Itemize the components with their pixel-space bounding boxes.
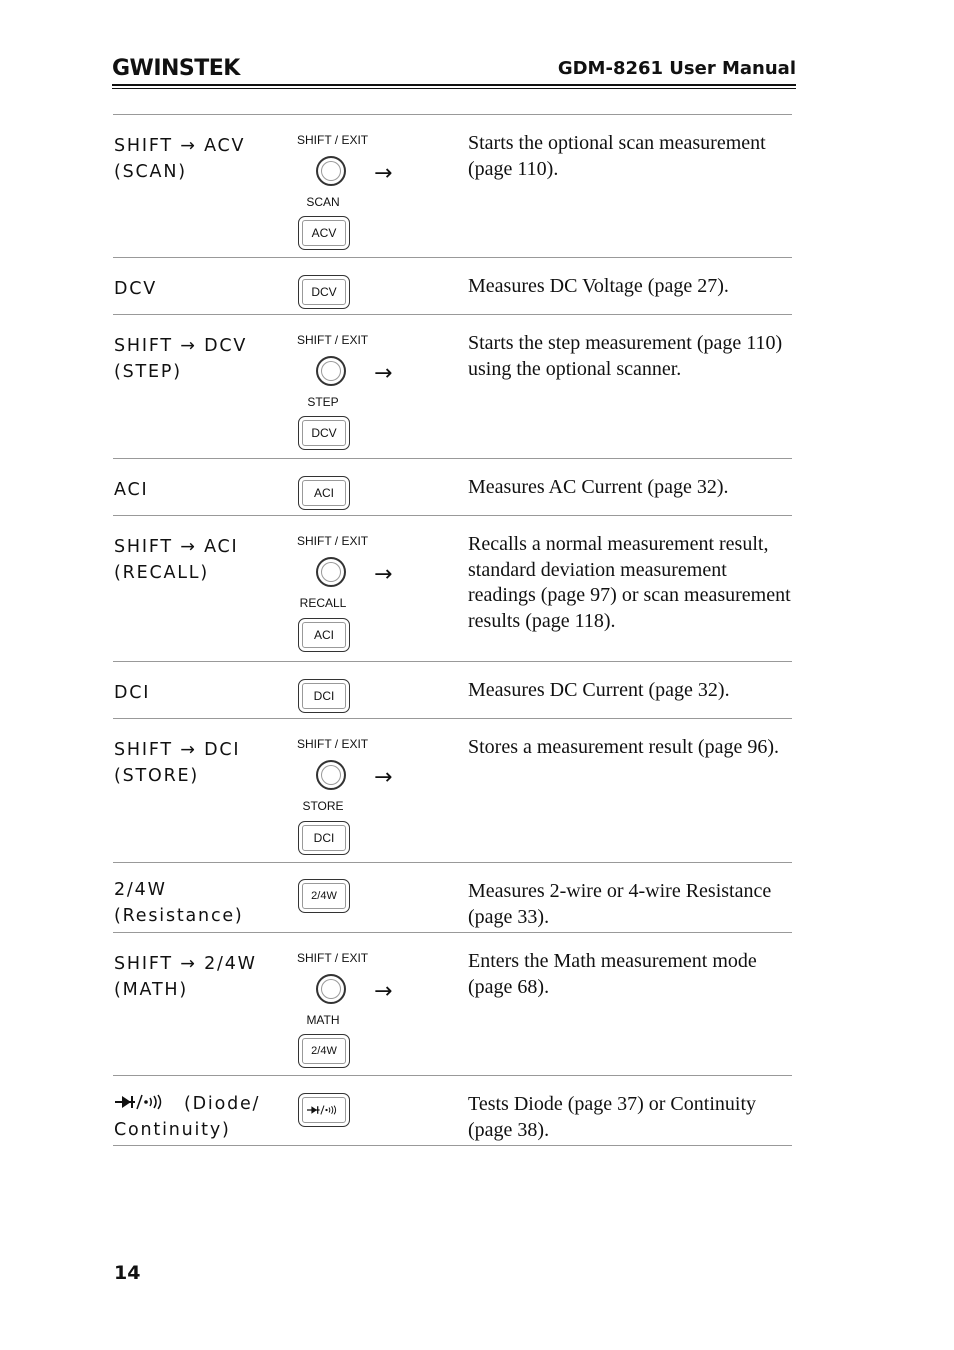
description: Stores a measurement result (page 96). [468, 736, 780, 758]
secondary-function-label: MATH [306, 1013, 340, 1027]
arrow-icon: → [374, 361, 393, 386]
table-row [113, 315, 792, 459]
table-row [113, 258, 792, 315]
secondary-function-label: STEP [307, 395, 339, 409]
resistance-2-4w-button[interactable]: 2/4W [298, 879, 350, 913]
shift-exit-button[interactable] [316, 557, 346, 587]
acv-button[interactable]: ACV [298, 216, 350, 250]
dcv-button[interactable]: DCV [298, 416, 350, 450]
page-number: 14 [114, 1262, 141, 1284]
table-row [113, 719, 792, 863]
table-row [113, 662, 792, 719]
table-row [113, 459, 792, 516]
arrow-icon: → [374, 161, 393, 186]
aci-button[interactable]: ACI [298, 618, 350, 652]
key-label: ACI [114, 480, 149, 500]
header-rule [112, 84, 796, 86]
description: Enters the Math measurement mode (page 68). [468, 950, 757, 998]
description: Measures DC Current (page 32). [468, 679, 730, 701]
secondary-function-label: STORE [302, 799, 344, 813]
key-label: (Diode/ Continuity) [114, 1094, 261, 1140]
key-label: SHIFT → ACI (RECALL) [114, 537, 239, 583]
description: Measures 2-wire or 4-wire Resistance (page 33). [468, 880, 772, 928]
shift-exit-button[interactable] [316, 760, 346, 790]
arrow-icon: → [374, 979, 393, 1004]
aci-button[interactable]: ACI [298, 476, 350, 510]
key-label: DCI [114, 683, 151, 703]
shift-exit-label: SHIFT / EXIT [297, 333, 369, 347]
table-row [113, 933, 792, 1076]
key-label: SHIFT → DCI (STORE) [114, 740, 241, 786]
description: Starts the step measurement (page 110) using the optional scanner. [468, 332, 783, 380]
key-label: SHIFT → ACV (SCAN) [114, 136, 246, 182]
resistance-2-4w-button[interactable]: 2/4W [298, 1034, 350, 1068]
description: Starts the optional scan measurement (page 110). [468, 132, 766, 180]
header-rule-thin [112, 88, 796, 89]
dci-button[interactable]: DCI [298, 821, 350, 855]
secondary-function-label: RECALL [299, 596, 347, 610]
table-row [113, 863, 792, 933]
diode-continuity-icon [307, 1104, 341, 1116]
table-row [113, 1076, 792, 1146]
shift-exit-button[interactable] [316, 356, 346, 386]
shift-exit-button[interactable] [316, 974, 346, 1004]
diode-continuity-button[interactable] [298, 1093, 350, 1127]
table-row [113, 516, 792, 662]
dcv-button[interactable]: DCV [298, 275, 350, 309]
dci-button[interactable]: DCI [298, 679, 350, 713]
arrow-icon: → [374, 562, 393, 587]
key-label: DCV [114, 279, 158, 299]
shift-exit-label: SHIFT / EXIT [297, 737, 369, 751]
key-label: SHIFT → 2/4W (MATH) [114, 954, 257, 1000]
description: Tests Diode (page 37) or Continuity (page 38). [468, 1093, 756, 1141]
shift-exit-label: SHIFT / EXIT [297, 133, 369, 147]
shift-exit-label: SHIFT / EXIT [297, 534, 369, 548]
table-row [113, 115, 792, 258]
description: Recalls a normal measurement result, standard deviation measurement readings (page 97) or scan measurement results (page 118). [468, 533, 791, 632]
secondary-function-label: SCAN [306, 195, 340, 209]
gwinstek-logo: GWINSTEK [112, 56, 240, 81]
description: Measures AC Current (page 32). [468, 476, 729, 498]
shift-exit-label: SHIFT / EXIT [297, 951, 369, 965]
key-label: 2/4W (Resistance) [114, 880, 244, 926]
key-label: SHIFT → DCV (STEP) [114, 336, 248, 382]
manual-title: GDM-8261 User Manual [557, 58, 796, 79]
shift-exit-button[interactable] [316, 156, 346, 186]
description: Measures DC Voltage (page 27). [468, 275, 729, 297]
arrow-icon: → [374, 765, 393, 790]
